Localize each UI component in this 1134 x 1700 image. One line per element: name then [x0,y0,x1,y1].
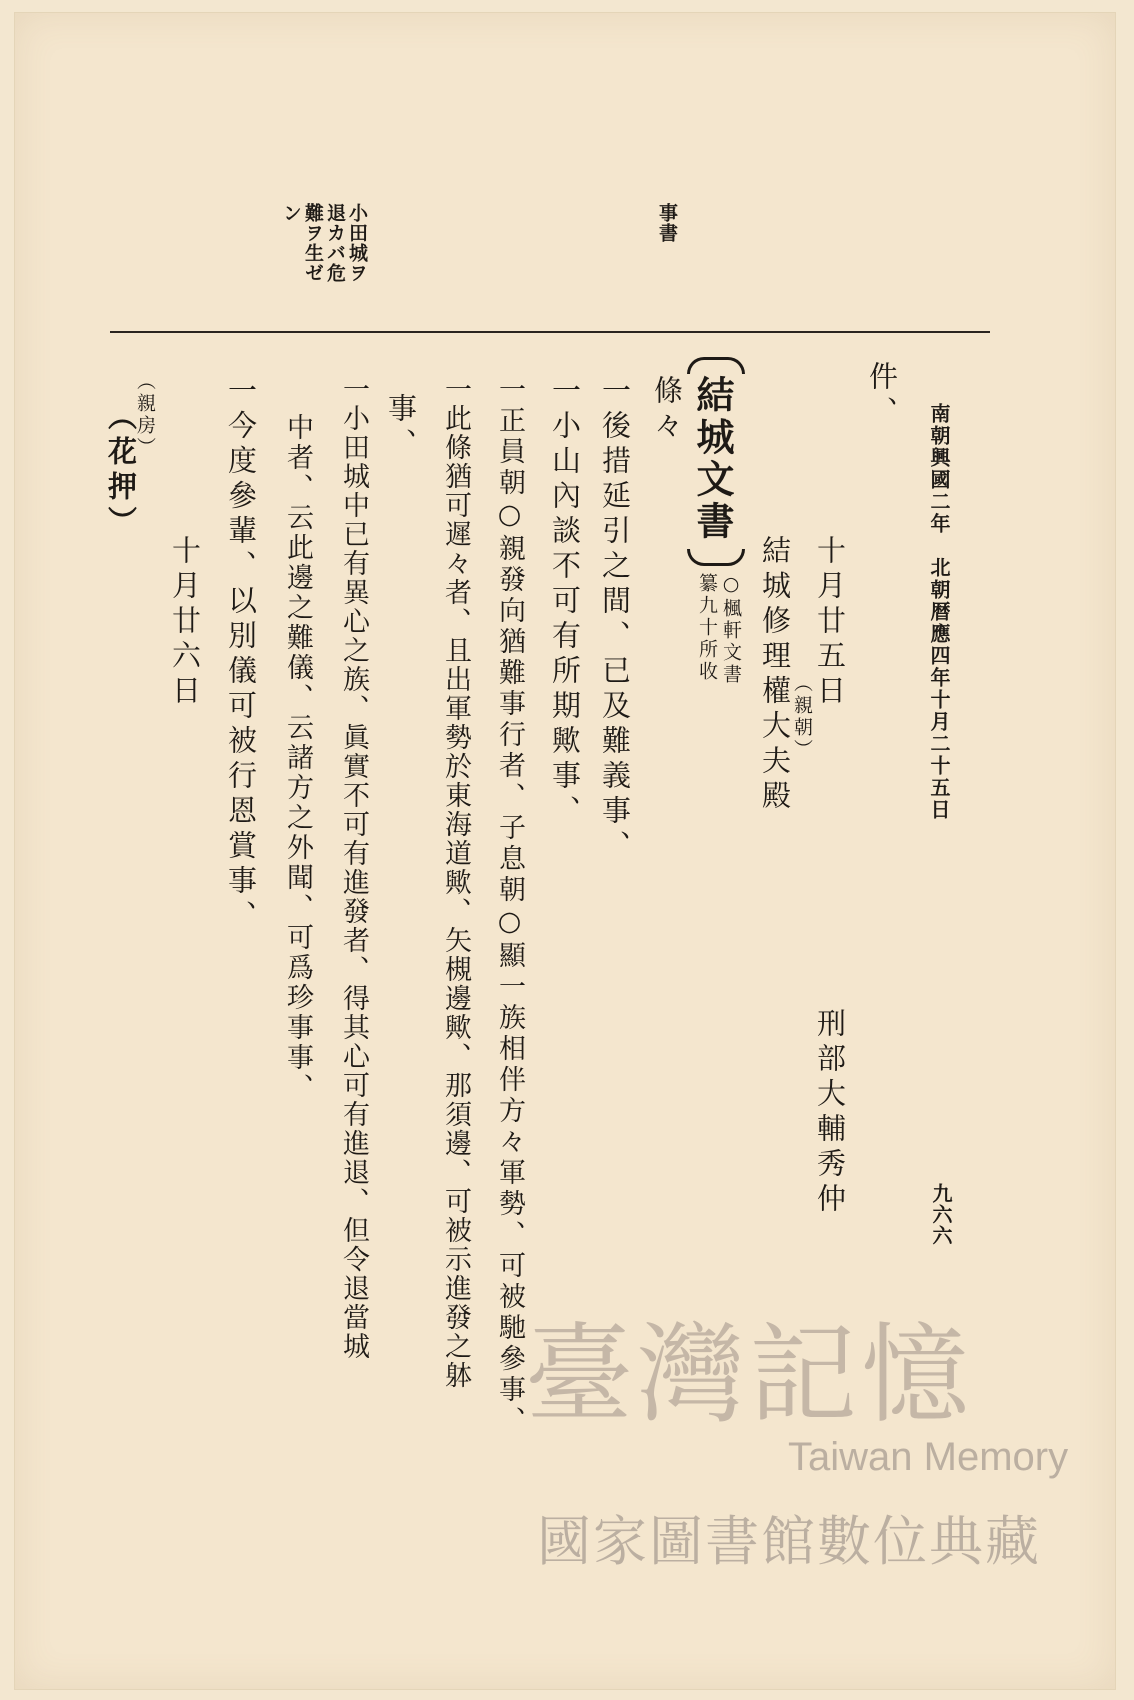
document-a-signer: 刑部大輔秀仲 [813,1008,847,1218]
source-note-line: ○楓軒文書 [720,573,742,686]
margin-note-line: ン [280,203,302,223]
running-head: 南朝興國二年 北朝暦應四年十月二十五日 [927,403,951,821]
watermark-chinese: 國家圖書館數位典藏 [537,1510,1041,1573]
article-item: 一後措延引之間、已及難義事、 [598,375,632,865]
margin-divider [110,331,990,333]
article-item: 一此條猶可遲々者、且出軍勢於東海道歟、矢槻邊歟、那須邊、可被示進發之躰 [440,375,471,1390]
title-bracket-top [687,357,745,374]
title-bracket-bottom [687,549,745,566]
document-title: 結城文書 [690,375,735,543]
margin-note-right: 事書 [656,203,678,243]
page-number: 九六六 [929,1183,953,1246]
article-heading: 條々 [650,375,684,445]
source-note-line: 纂九十所收 [696,573,718,683]
document-a-date: 十月廿五日 [813,535,847,710]
margin-note-line: 小田城ヲ [346,203,368,283]
article-item: 一今度參輩、以別儀可被行恩賞事、 [224,375,258,935]
seal-mark: （花押） [104,401,138,541]
article-item: 一小田城中已有異心之族、眞實不可有進發者、得其心可有進退、但令退當城 [338,375,369,1361]
document-a-addressee: 結城修理權大夫殿 [758,535,792,815]
watermark-script: 臺灣記憶 [525,1313,974,1438]
margin-note-line: 難ヲ生ゼ [302,203,324,283]
article-item: 一小山內談不可有所期歟事、 [548,375,582,830]
article-item-continuation: 事、 [384,393,418,463]
addressee-annotation: （親朝） [791,673,813,761]
watermark-english: Taiwan Memory [788,1435,1069,1479]
article-item-continuation: 中者、云此邊之難儀、云諸方之外聞、可爲珍事事、 [282,413,313,1103]
document-a-ending: 件、 [865,361,899,431]
document-b-date: 十月廿六日 [168,535,202,710]
margin-note-line: 退カバ危 [324,203,346,283]
article-item: 一正員朝○親發向猶難事行者、子息朝○顯一族相伴方々軍勢、可被馳參事、 [494,375,525,1437]
document-page [14,12,1116,1690]
signer-note: （親房） [134,371,156,459]
